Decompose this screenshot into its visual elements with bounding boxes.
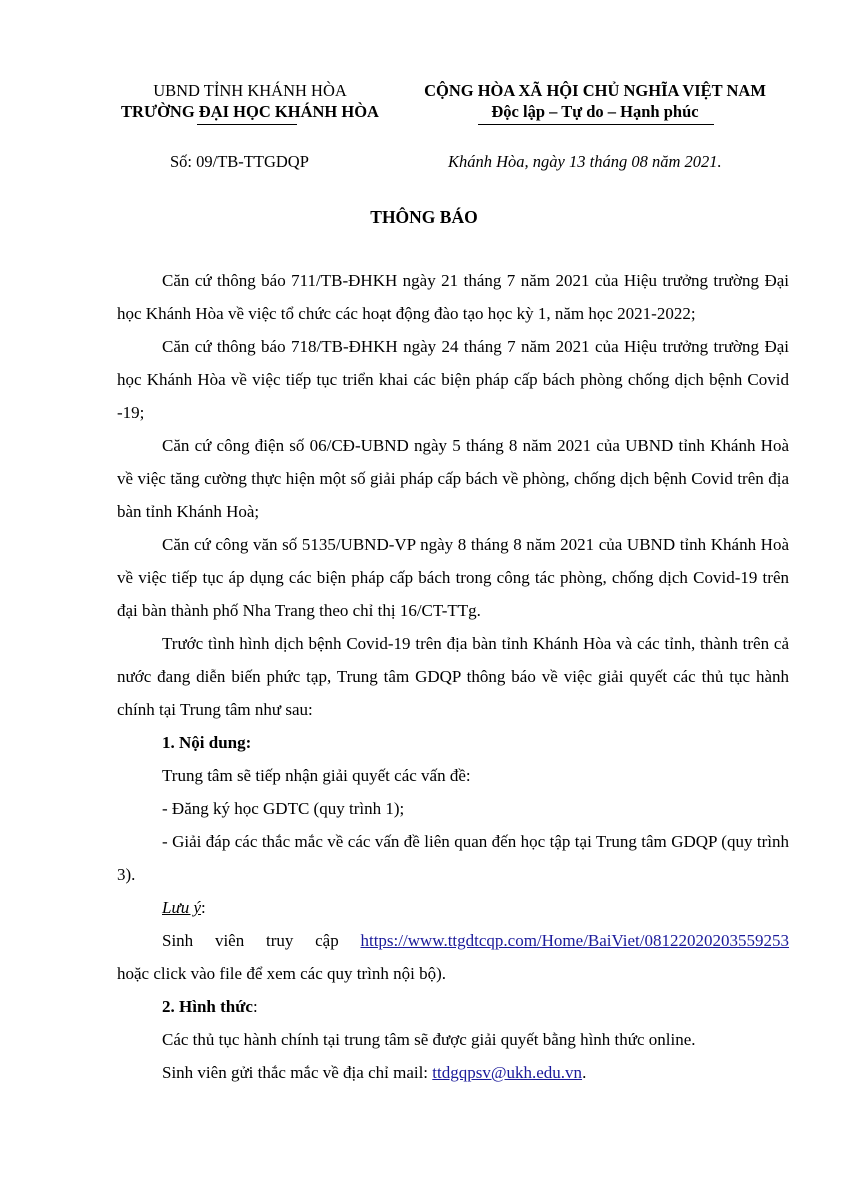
- motto-underline: [478, 124, 714, 125]
- basis-paragraph-3: Căn cứ công điện số 06/CĐ-UBND ngày 5 tháng 8 năm 2021 của UBND tỉnh Khánh Hoà về việc tăng cường thực hiện một số giải pháp cấp bách về phòng, chống dịch bệnh Covid trên địa bàn tỉnh Khánh Hoà;: [117, 436, 789, 521]
- note-prefix: Sinh viên truy cập: [162, 931, 361, 950]
- note-access-line: [117, 924, 789, 957]
- document-title: THÔNG BÁO: [370, 207, 478, 227]
- document-number: Số: 09/TB-TTGDQP: [170, 152, 309, 171]
- email-suffix: .: [582, 1063, 587, 1082]
- place-date: Khánh Hòa, ngày 13 tháng 08 năm 2021.: [448, 152, 722, 171]
- issuer-block: [105, 80, 395, 122]
- issuer-organization: TRƯỜNG ĐẠI HỌC KHÁNH HÒA: [121, 102, 379, 121]
- document-body: [117, 264, 789, 1089]
- note-line: [117, 891, 789, 924]
- section-1-intro: Trung tâm sẽ tiếp nhận giải quyết các vấn đề:: [162, 766, 471, 785]
- note-label: Lưu ý: [162, 898, 202, 917]
- note-colon: :: [201, 898, 206, 917]
- national-motto-block: [400, 80, 790, 122]
- context-paragraph: Trước tình hình dịch bệnh Covid-19 trên địa bàn tỉnh Khánh Hòa và các tỉnh, thành trên cả nước đang diễn biến phức tạp, Trung tâm GDQP thông báo về việc giải quyết các thủ tục hành chính tại Trung tâm như sau:: [117, 634, 789, 719]
- country-name: CỘNG HÒA XÃ HỘI CHỦ NGHĨA VIỆT NAM: [424, 81, 766, 100]
- basis-paragraph-4: Căn cứ công văn số 5135/UBND-VP ngày 8 tháng 8 năm 2021 của UBND tỉnh Khánh Hoà về việc tiếp tục áp dụng các biện pháp cấp bách trong công tác phòng, chống dịch Covid-19 trên đại bàn thành phố Nha Trang theo chỉ thị 16/CT-TTg.: [117, 535, 789, 620]
- email-prefix: Sinh viên gửi thắc mắc về địa chỉ mail:: [162, 1063, 433, 1082]
- section-2-heading-line: [117, 990, 789, 1023]
- document-header: [0, 80, 848, 140]
- contact-email-link[interactable]: ttdgqpsv@ukh.edu.vn: [432, 1063, 583, 1082]
- section-2-line-1: Các thủ tục hành chính tại trung tâm sẽ được giải quyết bằng hình thức online.: [162, 1030, 696, 1049]
- basis-paragraph-1: Căn cứ thông báo 711/TB-ĐHKH ngày 21 tháng 7 năm 2021 của Hiệu trưởng trường Đại học Khánh Hòa về việc tổ chức các hoạt động đào tạo học kỳ 1, năm học 2021-2022;: [117, 271, 789, 323]
- section-1-heading: 1. Nội dung:: [162, 733, 252, 752]
- section-2-heading: 2. Hình thức: [162, 997, 253, 1016]
- issuer-authority: UBND TỈNH KHÁNH HÒA: [153, 81, 347, 100]
- section-2-line-2: [117, 1056, 789, 1089]
- note-suffix: hoặc click vào file để xem các quy trình nội bộ).: [117, 964, 447, 983]
- issuer-underline: [197, 124, 297, 125]
- basis-paragraph-2: Căn cứ thông báo 718/TB-ĐHKH ngày 24 tháng 7 năm 2021 của Hiệu trưởng trường Đại học Khánh Hòa về việc tiếp tục triển khai các biện pháp cấp bách phòng chống dịch bệnh Covid -19;: [117, 337, 789, 422]
- section-2-colon: :: [252, 997, 258, 1016]
- procedure-link[interactable]: https://www.ttgdtcqp.com/Home/BaiViet/08122020203559253: [360, 931, 789, 950]
- national-motto: Độc lập – Tự do – Hạnh phúc: [491, 102, 699, 121]
- section-1-item-2: - Giải đáp các thắc mắc về các vấn đề liên quan đến học tập tại Trung tâm GDQP (quy trình 3).: [117, 832, 789, 884]
- section-1-item-1: - Đăng ký học GDTC (quy trình 1);: [162, 799, 405, 818]
